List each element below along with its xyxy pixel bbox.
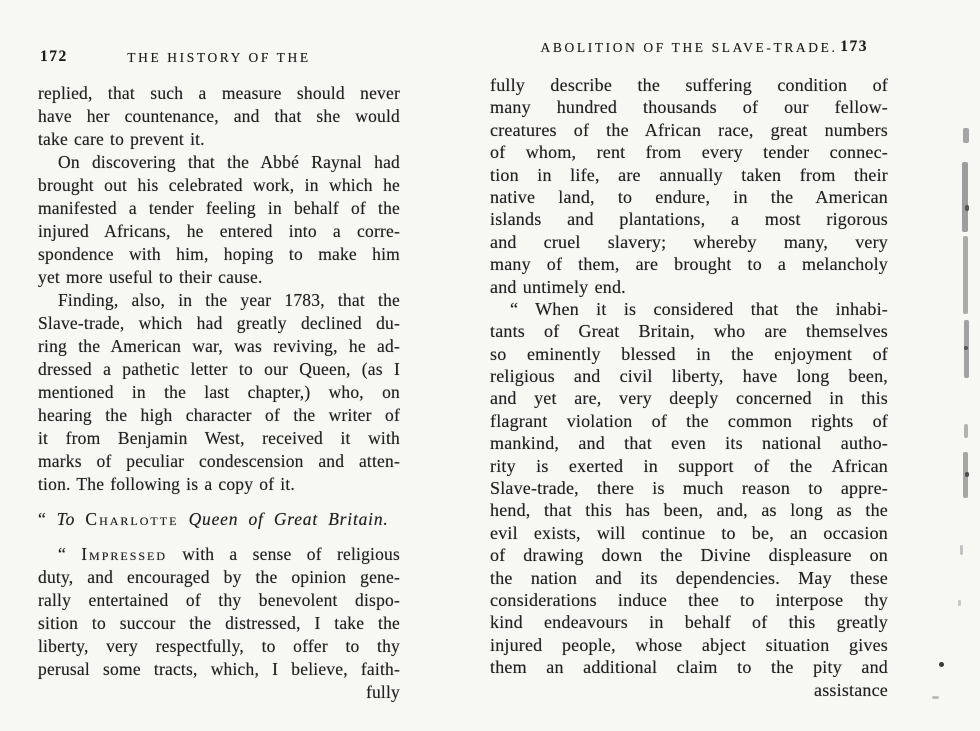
text-line: of whom, rent from every tender connec- bbox=[490, 142, 888, 163]
text-line: mankind, and that even its national autho- bbox=[490, 433, 888, 454]
left-page-number: 172 bbox=[40, 48, 68, 65]
text-line: religious and civil liberty, have long been, bbox=[490, 366, 888, 387]
text-line: mentioned in the last chapter,) who, on bbox=[38, 382, 400, 402]
text-line: dressed a pathetic letter to our Queen, (as I bbox=[38, 359, 400, 379]
text-line: On discovering that the Abbé Raynal had bbox=[58, 152, 400, 172]
text-line: many of them, are brought to a melancholy bbox=[490, 254, 888, 275]
text-line: ring the American war, was reviving, he ad- bbox=[38, 336, 400, 356]
scan-artifact bbox=[932, 696, 939, 699]
text-line: hend, that this has been, and, as long as the bbox=[490, 500, 888, 521]
text-line: brought out his celebrated work, in which he bbox=[38, 175, 400, 195]
text-line: flagrant violation of the common rights of bbox=[490, 410, 888, 431]
text-line: islands and plantations, a most rigorous bbox=[490, 209, 888, 230]
text-line: them an additional claim to the pity and bbox=[490, 657, 888, 678]
text-line: injured Africans, he entered into a corre- bbox=[38, 221, 400, 241]
text-line: it from Benjamin West, received it with bbox=[38, 428, 400, 448]
text-line: creatures of the African race, great numbers bbox=[490, 119, 888, 140]
text-line: perusal some tracts, which, I believe, faith- bbox=[38, 659, 400, 679]
text-line: considerations induce thee to interpose thy bbox=[490, 589, 888, 610]
scan-artifact bbox=[960, 545, 963, 555]
right-page-text bbox=[490, 74, 888, 701]
text-line: yet more useful to their cause. bbox=[38, 267, 263, 287]
scan-artifact bbox=[963, 236, 968, 314]
scan-artifact bbox=[958, 600, 961, 606]
text-line: and yet are, very deeply concerned in this bbox=[490, 388, 888, 409]
left-page-text bbox=[38, 82, 400, 704]
text-line: Slave-trade, there is much reason to appre- bbox=[490, 478, 888, 499]
text-line: tants of Great Britain, who are themselves bbox=[490, 321, 888, 342]
text-line: “ Impressed with a sense of religious bbox=[58, 544, 400, 564]
left-running-title: THE HISTORY OF THE bbox=[127, 50, 311, 65]
text-line: hearing the high character of the writer of bbox=[38, 405, 400, 425]
text-line: injured people, whose abject situation gives bbox=[490, 634, 888, 655]
text-line: and cruel slavery; whereby many, very bbox=[490, 231, 888, 252]
text-line: have her countenance, and that she would bbox=[38, 106, 400, 126]
text-line: kind endeavours in behalf of this greatly bbox=[490, 612, 888, 633]
text-line: Slave-trade, which had greatly declined du- bbox=[38, 313, 400, 333]
text-line: the nation and its dependencies. May these bbox=[490, 567, 888, 588]
text-line: “ When it is considered that the inhabi- bbox=[510, 298, 888, 319]
text-line: “ To Charlotte Queen of Great Britain. bbox=[38, 509, 389, 529]
text-line: duty, and encouraged by the opinion gene- bbox=[38, 567, 400, 587]
text-line: rity is exerted in support of the African bbox=[490, 455, 888, 476]
text-line: take care to prevent it. bbox=[38, 129, 205, 149]
text-line: rally entertained of thy benevolent dispo- bbox=[38, 590, 400, 610]
text-line: fully describe the suffering condition of bbox=[490, 75, 888, 95]
text-line: sition to succour the distressed, I take the bbox=[38, 613, 400, 633]
scan-artifact bbox=[965, 472, 969, 477]
scan-artifact bbox=[964, 346, 968, 350]
left-running-head bbox=[38, 50, 400, 66]
text-line: manifested a tender feeling in behalf of the bbox=[38, 198, 400, 218]
scan-artifact bbox=[964, 424, 968, 438]
text-line: replied, that such a measure should never bbox=[38, 83, 400, 103]
text-line: assistance bbox=[814, 679, 888, 700]
scan-artifact bbox=[939, 662, 944, 667]
text-line: evil exists, will continue to be, an occasion bbox=[490, 522, 888, 543]
right-page-number: 173 bbox=[840, 38, 868, 55]
text-line: fully bbox=[365, 682, 400, 702]
scan-artifact bbox=[963, 128, 969, 143]
text-line: so eminently blessed in the enjoyment of bbox=[490, 343, 888, 364]
text-line: Finding, also, in the year 1783, that the bbox=[58, 290, 400, 310]
text-line: spondence with him, hoping to make him bbox=[38, 244, 400, 264]
right-running-title: ABOLITION OF THE SLAVE-TRADE. bbox=[540, 40, 838, 55]
scan-artifact bbox=[962, 162, 968, 232]
text-line: marks of peculiar condescension and atten- bbox=[38, 451, 400, 471]
text-line: and untimely end. bbox=[490, 276, 626, 297]
text-line: native land, to endure, in the American bbox=[490, 186, 888, 207]
scan-artifact bbox=[965, 205, 969, 211]
text-line: many hundred thousands of our fellow- bbox=[490, 97, 888, 118]
text-line: tion in life, are annually taken from their bbox=[490, 164, 888, 185]
text-line: of drawing down the Divine displeasure on bbox=[490, 545, 888, 566]
text-line: liberty, very respectfully, to offer to thy bbox=[38, 636, 400, 656]
right-running-head bbox=[490, 40, 888, 56]
text-line: tion. The following is a copy of it. bbox=[38, 474, 296, 494]
